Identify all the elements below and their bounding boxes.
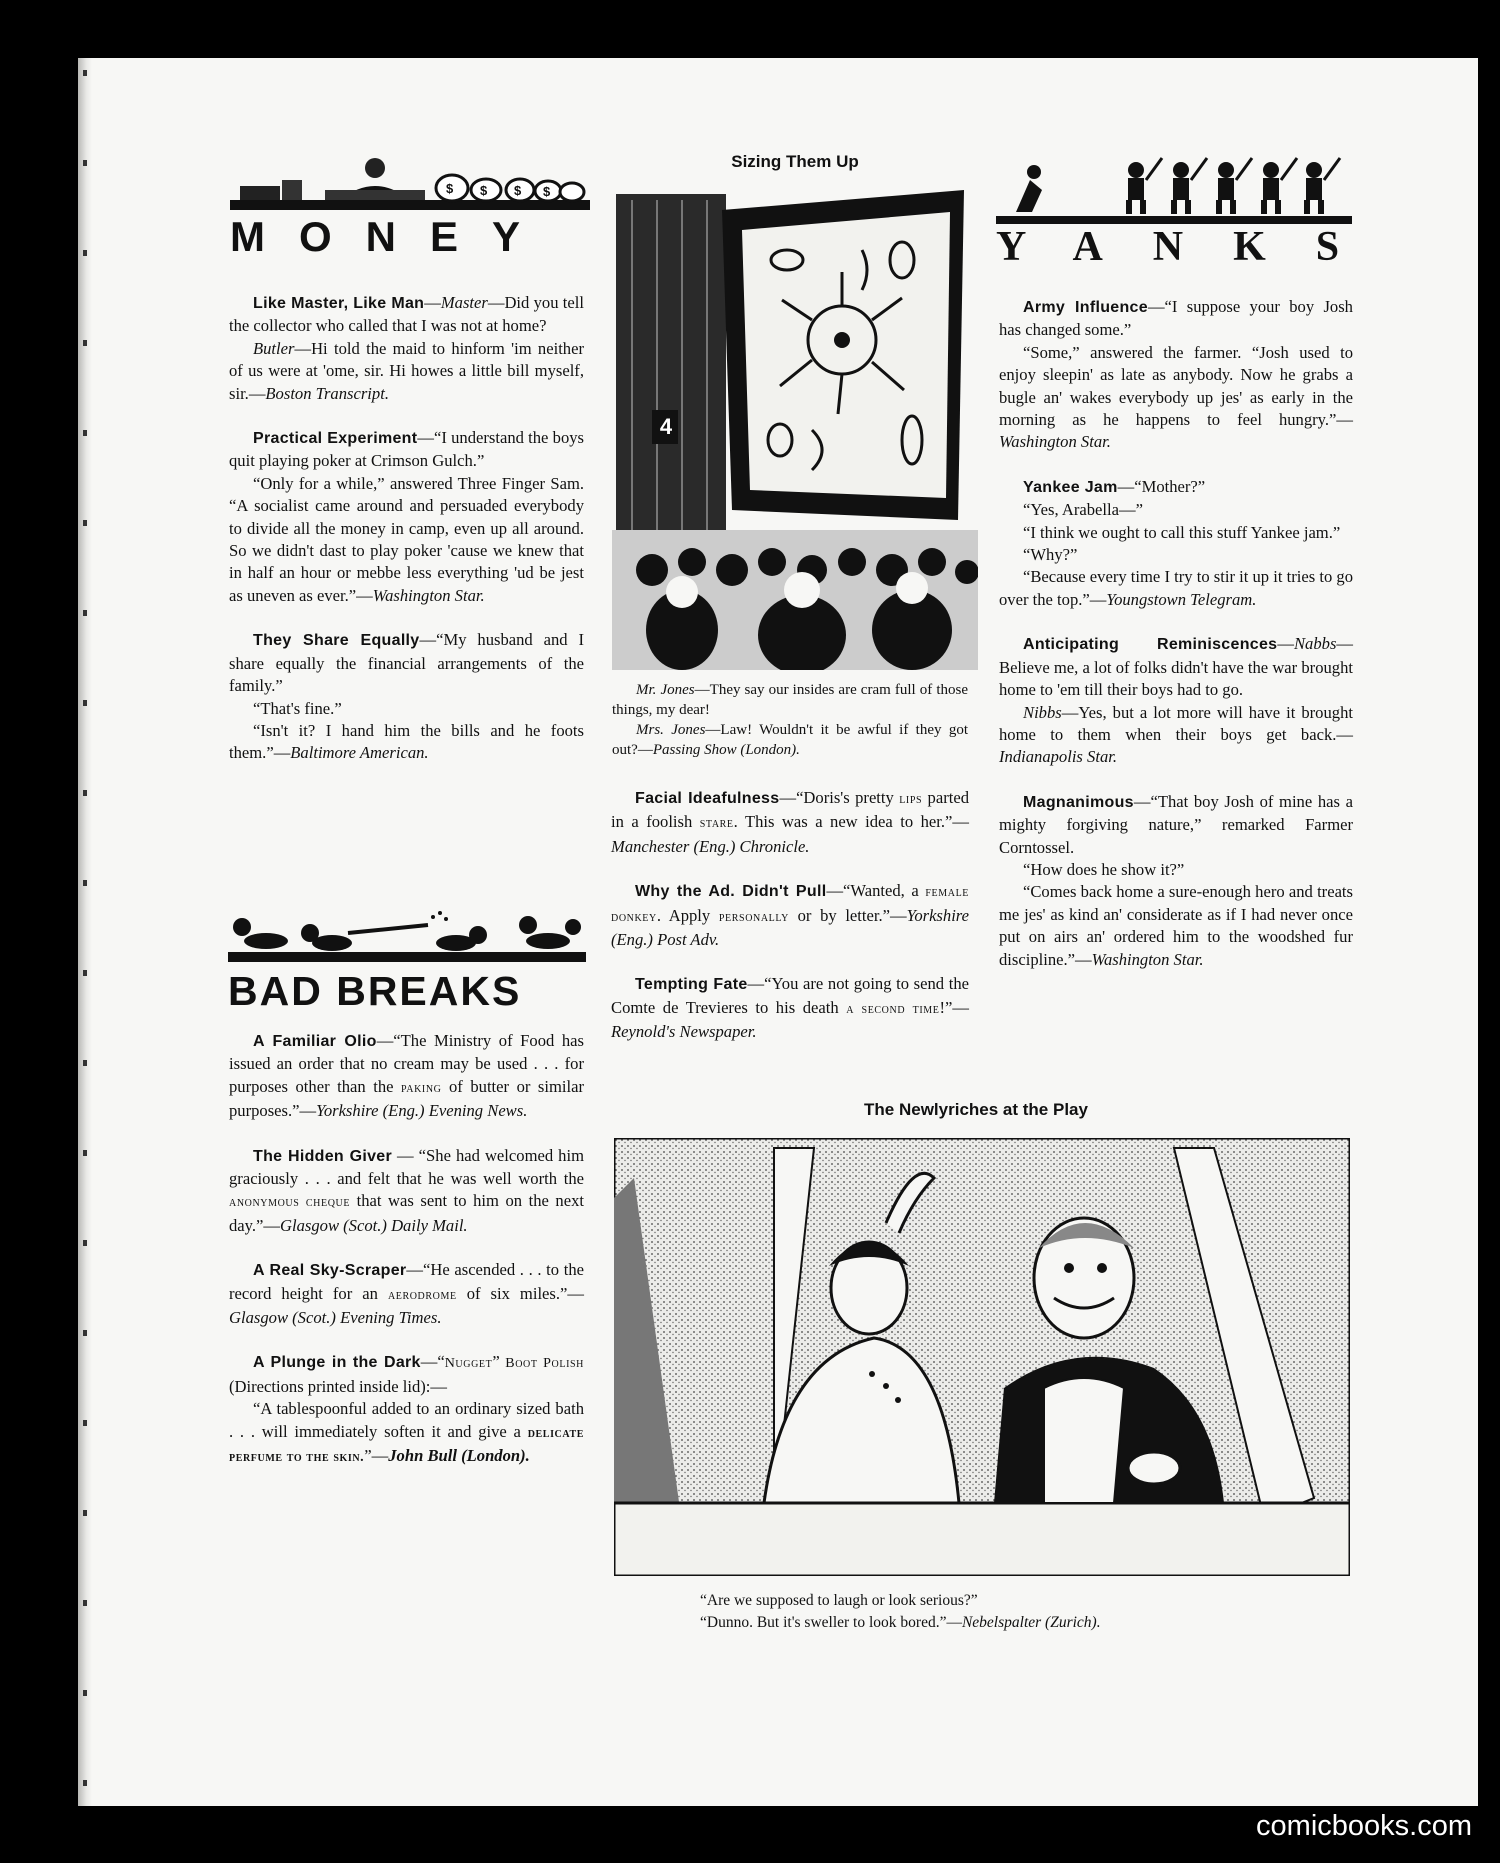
article-plunge-dark: A Plunge in the Dark—“Nugget” Boot Polish (Directions printed inside lid):— “A tablespoonful added to an ordinary sized bath . . . will immediately soften it and give a delicate perfume to the skin.”—John Bull (London). (229, 1352, 584, 1466)
headline: The Hidden Giver (253, 1147, 393, 1165)
bad-breaks-header (228, 905, 586, 1012)
article-ad-didnt-pull: Why the Ad. Didn't Pull—“Wanted, a female donkey. Apply personally or by letter.”—Yorkshire (Eng.) Post Adv. (611, 881, 970, 950)
article-hidden-giver: The Hidden Giver — “She had welcomed him graciously . . . and felt that he was well worth the anonymous cheque that was sent to him on the next day.”—Glasgow (Scot.) Daily Mail. (229, 1145, 584, 1235)
money-column (229, 292, 584, 787)
article-practical-experiment: Practical Experiment—“I understand the boys quit playing poker at Crimson Gulch.” “Only for a while,” answered Three Finger Sam. “A socialist came around and persuaded everybody to divide all the money in camp, even up all around. So we didn't dast to play poker 'cause we knew that in half an hour or mebbe less everything 'ud be jest as uneven as ever.”—Washington Star. (229, 428, 585, 605)
sizing-title: Sizing Them Up (731, 152, 859, 171)
newlyriches-cartoon (614, 1138, 1350, 1576)
svg-text:$: $ (543, 184, 551, 199)
headline: Anticipating Reminiscences (1023, 636, 1278, 654)
yanks-header (996, 150, 1390, 270)
headline: Like Master, Like Man (253, 295, 425, 312)
newlyriches-caption: “Are we supposed to laugh or look serious?” “Dunno. But it's sweller to look bored.”—Nebelspalter (Zurich). (700, 1592, 1101, 1631)
article-share-equally: They Share Equally—“My husband and I share equally the financial arrangements of the family.” “That's fine.” “Isn't it? I hand him the bills and he foots them.”—Baltimore American. (229, 630, 585, 763)
headline: Magnanimous (1023, 793, 1134, 811)
bad-breaks-title: BAD BREAKS (228, 968, 522, 1014)
yanks-title: YANKS (996, 224, 1390, 270)
yanks-column (999, 296, 1353, 993)
binding-stitches (83, 70, 87, 1790)
bad-breaks-illustration (228, 905, 586, 965)
svg-text:$: $ (514, 183, 522, 198)
headline: A Real Sky-Scraper (253, 1262, 407, 1280)
money-header (230, 150, 590, 258)
svg-text:$: $ (480, 183, 488, 198)
middle-column (611, 787, 969, 1066)
svg-text:$: $ (446, 181, 454, 196)
headline: Practical Experiment (253, 430, 418, 448)
headline: Army Influence (1023, 299, 1148, 316)
article-army-influence: Army Influence—“I suppose your boy Josh has changed some.” “Some,” answered the farmer. “Josh used to enjoy sleepin' as late as anybody. Now he grabs a bugle an' wakes everybody up jes' as early in the morning as he happens to feel hungry.”—Washington Star. (999, 297, 1353, 452)
headline: A Plunge in the Dark (253, 1354, 421, 1372)
sizing-cartoon (612, 190, 978, 670)
yanks-illustration (996, 150, 1356, 228)
headline: A Familiar Olio (253, 1033, 377, 1050)
article-tempting-fate: Tempting Fate—“You are not going to send the Comte de Trevieres to his death a second time!”—Reynold's Newspaper. (611, 974, 969, 1042)
article-sky-scraper: A Real Sky-Scraper—“He ascended . . . to the record height for an aerodrome of six miles.”—Glasgow (Scot.) Evening Times. (229, 1260, 584, 1328)
screen-number: 4 (659, 414, 673, 439)
sizing-caption: Mr. Jones—They say our insides are cram full of those things, my dear! Mrs. Jones—Law! Wouldn't it be awful if they got out?—Passing Show (London). (612, 682, 968, 758)
article-magnanimous: Magnanimous—“That boy Josh of mine has a mighty forgiving nature,” remarked Farmer Corntossel. “How does he show it?” “Comes back home a sure-enough hero and treats me jes' as kind an' considerate as if I had never once put on airs an' ordered him to the woodshed fur discipline.”—Washington Star. (999, 791, 1353, 969)
article-yankee-jam: Yankee Jam—“Mother?” “Yes, Arabella—” “I think we ought to call this stuff Yankee jam.” “Why?” “Because every time I try to stir it up it tries to go over the top.”—Youngstown Telegram. (999, 476, 1353, 609)
newlyriches-title: The Newlyriches at the Play (864, 1100, 1088, 1119)
headline: Tempting Fate (635, 976, 748, 994)
headline: Facial Ideafulness (635, 790, 780, 807)
article-like-master: Like Master, Like Man—Master—Did you tell the collector who called that I was not at home? Butler—Hi told the maid to hinform 'im neither of us were at 'ome, sir. Hi howes a little bill myself, sir.—Boston Transcript. (229, 293, 584, 403)
article-familiar-olio: A Familiar Olio—“The Ministry of Food has issued an order that no cream may be used . . . for purposes other than the paking of butter or similar purposes.”—Yorkshire (Eng.) Evening News. (229, 1031, 584, 1121)
article-anticipating-reminiscences: Anticipating Reminiscences—Nabbs—Believe me, a lot of folks didn't have the war brought home to 'em till their boys had to go. Nibbs—Yes, but a lot more will have it brought home to them when their boys get back.—Indianapolis Star. (999, 634, 1353, 767)
article-facial-ideafulness: Facial Ideafulness—“Doris's pretty lips parted in a foolish stare. This was a new idea to her.”—Manchester (Eng.) Chronicle. (611, 788, 969, 856)
money-title: MONEY (230, 213, 555, 260)
headline: Yankee Jam (1023, 478, 1118, 496)
headline: Why the Ad. Didn't Pull (635, 883, 827, 901)
watermark: comicbooks.com (1256, 1810, 1472, 1842)
bad-breaks-column (229, 1030, 584, 1492)
headline: They Share Equally (253, 632, 420, 650)
money-illustration (230, 150, 590, 212)
